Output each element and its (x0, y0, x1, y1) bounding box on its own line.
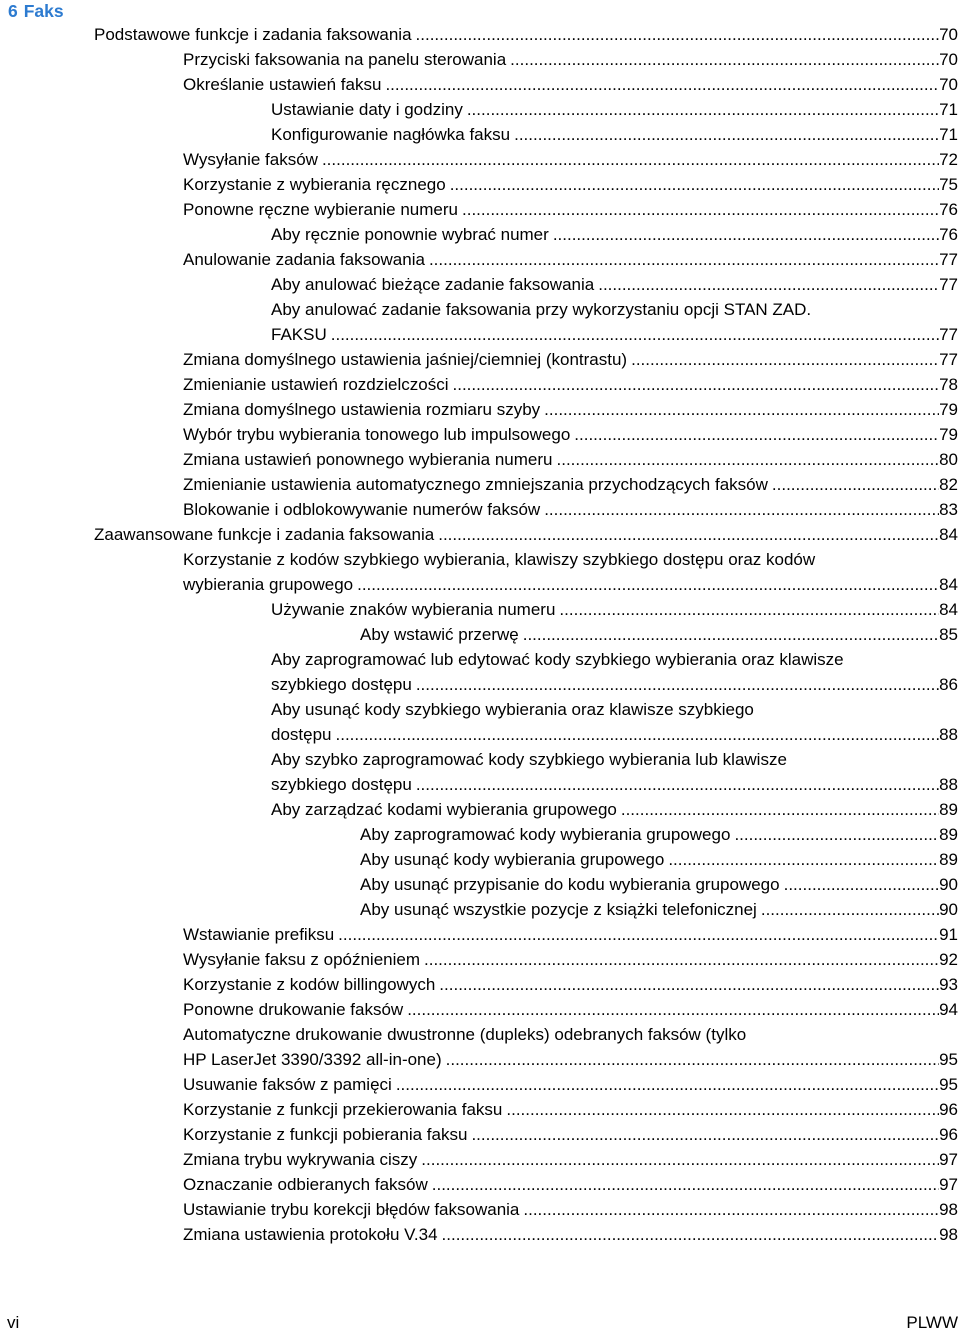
toc-entry-title: Zmienianie ustawienia automatycznego zmniejszania przychodzących faksów (183, 475, 768, 494)
toc-dot-leader (462, 197, 939, 222)
toc-dot-leader (631, 347, 939, 372)
toc-entry-title: Wstawianie prefiksu (183, 925, 335, 944)
toc-dot-leader (553, 222, 939, 247)
toc-dot-leader (761, 897, 939, 922)
toc-entry-title: dostępu (271, 725, 332, 744)
toc-entry-title: Zaawansowane funkcje i zadania faksowania (94, 525, 435, 544)
toc-entry-title: Usuwanie faksów z pamięci (183, 1075, 392, 1094)
toc-entry-title: wybierania grupowego (183, 575, 354, 594)
toc-dot-leader (772, 472, 939, 497)
toc-page-number: 89 (939, 825, 958, 844)
toc-page-number: 97 (939, 1175, 958, 1194)
toc-entry[interactable] (271, 797, 958, 822)
footer-page-number: vi (7, 1313, 20, 1332)
toc-entry[interactable] (94, 22, 958, 47)
toc-entry-title: Korzystanie z kodów billingowych (183, 975, 436, 994)
toc-dot-leader (416, 22, 940, 47)
toc-dot-leader (544, 397, 939, 422)
chapter-title (8, 0, 64, 23)
toc-dot-leader (453, 372, 940, 397)
toc-entry-line[interactable] (183, 1022, 960, 1047)
toc-entry-line[interactable] (271, 697, 960, 722)
toc-page-number: 93 (939, 975, 958, 994)
toc-page-number: 98 (939, 1200, 958, 1219)
toc-page-number: 89 (939, 850, 958, 869)
toc-entry[interactable] (271, 122, 958, 147)
toc-dot-leader (598, 272, 939, 297)
toc-entry-title: Konfigurowanie nagłówka faksu (271, 125, 511, 144)
toc-entry[interactable] (360, 622, 958, 647)
toc-page-number: 84 (939, 600, 958, 619)
toc-entry[interactable] (183, 172, 958, 197)
toc-page-number: 78 (939, 375, 958, 394)
toc-dot-leader (322, 147, 939, 172)
toc-entry-title: Aby zaprogramować kody wybierania grupowego (360, 825, 731, 844)
toc-entry-title: Aby szybko zaprogramować kody szybkiego wybierania lub klawisze (271, 750, 787, 769)
toc-entry-title: Korzystanie z funkcji przekierowania faksu (183, 1100, 503, 1119)
toc-page-number: 90 (939, 875, 958, 894)
toc-dot-leader (421, 1147, 939, 1172)
toc-entry[interactable] (183, 197, 958, 222)
toc-entry-title: Aby usunąć wszystkie pozycje z książki telefonicznej (360, 900, 757, 919)
toc-page-number: 92 (939, 950, 958, 969)
toc-page-number: 77 (939, 350, 958, 369)
toc-page-number: 86 (939, 675, 958, 694)
toc-entry[interactable] (183, 1222, 958, 1247)
toc-dot-leader (450, 172, 939, 197)
toc-entry[interactable] (360, 872, 958, 897)
toc-entry-title: Aby zarządzać kodami wybierania grupowego (271, 800, 617, 819)
toc-page-number: 70 (939, 25, 958, 44)
toc-page-number: 70 (939, 75, 958, 94)
toc-dot-leader (557, 447, 940, 472)
toc-page-number: 96 (939, 1100, 958, 1119)
toc-entry-title: Automatyczne drukowanie dwustronne (dupleks) odebranych faksów (tylko (183, 1025, 747, 1044)
toc-entry[interactable] (183, 922, 958, 947)
toc-entry[interactable] (271, 222, 958, 247)
toc-page-number: 96 (939, 1125, 958, 1144)
toc-dot-leader (432, 1172, 939, 1197)
toc-entry[interactable] (183, 247, 958, 272)
toc-entry-title: Oznaczanie odbieranych faksów (183, 1175, 428, 1194)
toc-entry[interactable] (183, 1172, 958, 1197)
toc-entry[interactable] (271, 322, 958, 347)
toc-page-number: 85 (939, 625, 958, 644)
toc-page-number: 98 (939, 1225, 958, 1244)
toc-entry[interactable] (183, 472, 958, 497)
toc-entry[interactable] (94, 522, 958, 547)
toc-entry-title: Wysyłanie faksu z opóźnieniem (183, 950, 421, 969)
toc-dot-leader (784, 872, 939, 897)
toc-page-number: 88 (939, 725, 958, 744)
toc-dot-leader (336, 722, 940, 747)
toc-entry[interactable] (183, 1197, 958, 1222)
toc-entry-title: Aby usunąć przypisanie do kodu wybierania grupowego (360, 875, 780, 894)
toc-entry-title: Używanie znaków wybierania numeru (271, 600, 556, 619)
toc-entry[interactable] (183, 1097, 958, 1122)
toc-entry-title: Aby zaprogramować lub edytować kody szybkiego wybierania oraz klawisze (271, 650, 844, 669)
toc-dot-leader (446, 1047, 939, 1072)
toc-dot-leader (416, 772, 939, 797)
toc-entry-title: Ustawianie trybu korekcji błędów faksowania (183, 1200, 520, 1219)
toc-entry-title: Korzystanie z kodów szybkiego wybierania, klawiszy szybkiego dostępu oraz kodów (183, 550, 816, 569)
toc-dot-leader (574, 422, 939, 447)
toc-page-number: 77 (939, 275, 958, 294)
toc-entry-title: Korzystanie z wybierania ręcznego (183, 175, 446, 194)
toc-dot-leader (338, 922, 939, 947)
toc-entry[interactable] (183, 147, 958, 172)
toc-entry-title: Zmiana domyślnego ustawienia jaśniej/ciemniej (kontrastu) (183, 350, 628, 369)
toc-page-number: 72 (939, 150, 958, 169)
toc-entry[interactable] (183, 1047, 958, 1072)
toc-entry[interactable] (183, 72, 958, 97)
toc-page-number: 90 (939, 900, 958, 919)
toc-entry-title: Korzystanie z funkcji pobierania faksu (183, 1125, 468, 1144)
toc-page-number: 70 (939, 50, 958, 69)
toc-entry-title: Ponowne drukowanie faksów (183, 1000, 404, 1019)
toc-entry-title: Anulowanie zadania faksowania (183, 250, 425, 269)
toc-dot-leader (668, 847, 939, 872)
toc-entry-title: szybkiego dostępu (271, 775, 412, 794)
toc-dot-leader (523, 622, 939, 647)
toc-entry-title: Wysyłanie faksów (183, 150, 318, 169)
toc-dot-leader (407, 997, 939, 1022)
toc-dot-leader (331, 322, 939, 347)
toc-entry[interactable] (183, 1122, 958, 1147)
toc-entry-title: Zmiana ustawienia protokołu V.34 (183, 1225, 438, 1244)
toc-page-number: 88 (939, 775, 958, 794)
toc-entry-title: Aby ręcznie ponownie wybrać numer (271, 225, 549, 244)
toc-page-number: 76 (939, 200, 958, 219)
toc-entry[interactable] (183, 372, 958, 397)
toc-entry[interactable] (360, 897, 958, 922)
toc-page-number: 77 (939, 325, 958, 344)
toc-entry[interactable] (183, 447, 958, 472)
toc-dot-leader (416, 672, 939, 697)
toc-dot-leader (514, 122, 939, 147)
toc-page-number: 84 (939, 575, 958, 594)
toc-entry-title: Zmiana domyślnego ustawienia rozmiaru szyby (183, 400, 541, 419)
toc-dot-leader (523, 1197, 939, 1222)
toc-entry-title: Aby anulować zadanie faksowania przy wykorzystaniu opcji STAN ZAD. (271, 300, 812, 319)
toc-page-number: 97 (939, 1150, 958, 1169)
toc-page-number: 84 (939, 525, 958, 544)
toc-entry-line[interactable] (183, 547, 960, 572)
toc-entry-line[interactable] (271, 297, 960, 322)
toc-entry[interactable] (183, 497, 958, 522)
toc-entry[interactable] (183, 1072, 958, 1097)
toc-page-number: 79 (939, 425, 958, 444)
footer-code: PLWW (906, 1313, 958, 1332)
toc-page-number: 94 (939, 1000, 958, 1019)
toc-dot-leader (734, 822, 939, 847)
toc-entry-title: szybkiego dostępu (271, 675, 412, 694)
toc-dot-leader (385, 72, 939, 97)
toc-page-number: 83 (939, 500, 958, 519)
toc-entry-title: Aby usunąć kody wybierania grupowego (360, 850, 665, 869)
toc-entry-title: Zmiana trybu wykrywania ciszy (183, 1150, 418, 1169)
toc-entry[interactable] (271, 97, 958, 122)
toc-entry-title: HP LaserJet 3390/3392 all-in-one) (183, 1050, 442, 1069)
toc-entry-title: Wybór trybu wybierania tonowego lub impulsowego (183, 425, 571, 444)
toc-entry-title: Zmienianie ustawień rozdzielczości (183, 375, 449, 394)
toc-entry[interactable] (183, 422, 958, 447)
toc-entry-title: Ustawianie daty i godziny (271, 100, 463, 119)
toc-dot-leader (357, 572, 939, 597)
toc-entry[interactable] (183, 347, 958, 372)
toc-page-number: 91 (939, 925, 958, 944)
toc-page-number: 77 (939, 250, 958, 269)
toc-entry-title: FAKSU (271, 325, 327, 344)
chapter-number: 6 (8, 1, 18, 21)
toc-entry-title: Ponowne ręczne wybieranie numeru (183, 200, 458, 219)
toc-page-number: 95 (939, 1050, 958, 1069)
toc-entry[interactable] (183, 572, 958, 597)
toc-page-number: 71 (939, 125, 958, 144)
toc-entry[interactable] (271, 722, 958, 747)
toc-dot-leader (424, 947, 939, 972)
toc-page-number: 82 (939, 475, 958, 494)
toc-entry-title: Podstawowe funkcje i zadania faksowania (94, 25, 412, 44)
toc-dot-leader (438, 522, 939, 547)
toc-entry-title: Określanie ustawień faksu (183, 75, 382, 94)
toc-entry-title: Aby anulować bieżące zadanie faksowania (271, 275, 595, 294)
toc-dot-leader (439, 972, 939, 997)
toc-entry-title: Przyciski faksowania na panelu sterowania (183, 50, 507, 69)
toc-page-number: 71 (939, 100, 958, 119)
toc-dot-leader (467, 97, 939, 122)
toc-entry-line[interactable] (271, 647, 960, 672)
chapter-name: Faks (23, 1, 64, 21)
toc-dot-leader (429, 247, 939, 272)
toc-page-number: 76 (939, 225, 958, 244)
toc-entry[interactable] (183, 947, 958, 972)
toc-entry-line[interactable] (271, 747, 960, 772)
toc-entry[interactable] (271, 772, 958, 797)
toc-entry[interactable] (360, 847, 958, 872)
toc-page-number: 80 (939, 450, 958, 469)
toc-entry[interactable] (183, 972, 958, 997)
toc-dot-leader (559, 597, 939, 622)
toc-entry[interactable] (183, 47, 958, 72)
toc-entry-title: Zmiana ustawień ponownego wybierania numeru (183, 450, 553, 469)
toc-dot-leader (510, 47, 939, 72)
toc-page-number: 79 (939, 400, 958, 419)
toc-page-number: 89 (939, 800, 958, 819)
toc-page-number: 75 (939, 175, 958, 194)
toc-dot-leader (396, 1072, 939, 1097)
toc-dot-leader (506, 1097, 939, 1122)
toc-entry-title: Aby wstawić przerwę (360, 625, 519, 644)
toc-entry[interactable] (183, 997, 958, 1022)
toc-entry-title: Blokowanie i odblokowywanie numerów faksów (183, 500, 541, 519)
toc-entry[interactable] (271, 597, 958, 622)
toc-entry[interactable] (183, 397, 958, 422)
toc-dot-leader (442, 1222, 940, 1247)
table-of-contents (0, 22, 960, 1247)
toc-entry[interactable] (271, 672, 958, 697)
toc-page-number: 95 (939, 1075, 958, 1094)
toc-entry[interactable] (183, 1147, 958, 1172)
toc-dot-leader (471, 1122, 939, 1147)
toc-entry[interactable] (271, 272, 958, 297)
toc-entry[interactable] (360, 822, 958, 847)
toc-dot-leader (621, 797, 939, 822)
toc-dot-leader (544, 497, 939, 522)
toc-entry-title: Aby usunąć kody szybkiego wybierania oraz klawisze szybkiego (271, 700, 754, 719)
